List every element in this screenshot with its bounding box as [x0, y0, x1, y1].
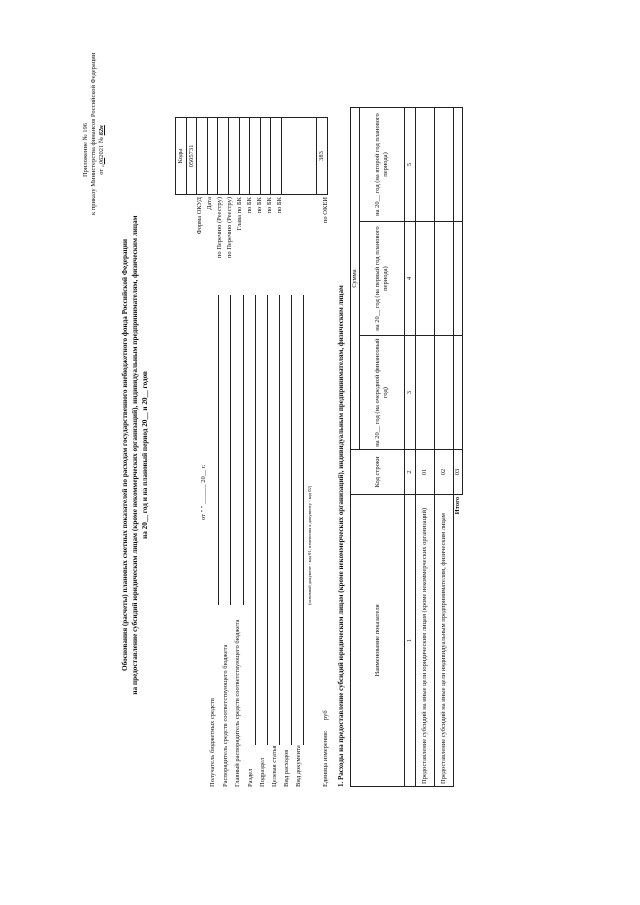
label-section: Раздел — [247, 768, 254, 787]
label-bk-3: по БК — [266, 197, 273, 214]
code-cell — [228, 118, 239, 195]
label-recipient: Получатель бюджетных средств — [209, 698, 216, 787]
value-cell — [416, 108, 435, 222]
code-cell — [271, 118, 282, 195]
col-header-year-3: на 20__ год (на второй год планового периода) — [360, 108, 405, 222]
total-cell — [454, 108, 463, 222]
col-header-name: Наименование показателя — [351, 494, 405, 786]
document-title — [120, 175, 150, 735]
okei-code: 383 — [316, 118, 327, 195]
table-row — [435, 108, 454, 787]
unit-value: руб — [322, 710, 329, 720]
col-header-sum: Сумма — [351, 108, 360, 450]
label-bk-1: по БК — [246, 197, 253, 214]
col-number: 4 — [405, 222, 416, 336]
value-cell — [435, 108, 454, 222]
order-number: 82н — [98, 125, 105, 136]
col-number: 2 — [405, 450, 416, 495]
code-cell — [197, 118, 208, 195]
col-number: 5 — [405, 108, 416, 222]
label-target-item: Целевая статья — [271, 745, 278, 787]
col-number: 1 — [405, 494, 416, 786]
col-number: 3 — [405, 336, 416, 450]
fill-line — [267, 295, 268, 745]
fill-line — [255, 295, 256, 745]
order-reference: к приказу Министерства финансов Российской Федерации — [90, 52, 97, 215]
total-row — [454, 108, 463, 787]
value-cell — [435, 336, 454, 450]
fill-line — [303, 295, 304, 745]
fill-line — [218, 295, 219, 605]
order-date-line: от „062021 № 82н — [98, 125, 105, 175]
value-cell — [435, 222, 454, 336]
label-okei: по ОКЕИ — [322, 197, 329, 224]
okud-code: 0505731 — [186, 118, 197, 195]
title-line-3: на 20__ год и на плановый период 20__ и 20__ годов — [141, 371, 149, 539]
total-code: 03 — [454, 450, 463, 495]
total-label: Итого — [454, 494, 463, 786]
appendix-number: Приложение № 196 — [82, 122, 89, 178]
label-bk-2: по БК — [256, 197, 263, 214]
row-name: Предоставление субсидий на иные цели юридическим лицам (кроме некоммерческих организаций) — [416, 494, 435, 786]
fill-line — [279, 295, 280, 745]
col-header-year-1: на 20__ год (на очередной финансовый год) — [360, 336, 405, 450]
label-okud: Форма ОКУД — [196, 197, 203, 235]
code-cell — [218, 118, 229, 195]
table-row — [416, 108, 435, 787]
label-registry-2: по Перечню (Реестру) — [226, 197, 233, 259]
label-subsection: Подраздел — [259, 757, 266, 787]
value-cell — [416, 336, 435, 450]
section-1-title: 1. Расходы на предоставление субсидий юридическим лицам (кроме некоммерческих организаций), индивидуальным предпринимателям, физическим лицам — [337, 285, 345, 787]
unit-label: Единица измерения: — [322, 730, 329, 787]
code-cell — [239, 118, 250, 195]
expenses-table — [350, 107, 463, 787]
col-header-year-2: на 20__ год (на первый год планового периода) — [360, 222, 405, 336]
row-name: Предоставление субсидий на иные цели индивидуальным предпринимателям, физическим лицам — [435, 494, 454, 786]
doc-type-note: (основной документ - код 01; изменения к документу - код 02) — [307, 485, 312, 605]
title-line-1: Обоснования (расчеты) плановых сметных показателей по расходам государственного внебюджетного фонда Российской Федерации — [121, 239, 129, 671]
code-cell — [260, 118, 271, 195]
label-bk-4: по БК — [276, 197, 283, 214]
title-line-2: на предоставление субсидий юридическим лицам (кроме некоммерческих организаций), индивидуальным предпринимателям, физическим лицам — [131, 215, 139, 695]
label-chief-manager: Главный распорядитель средств соответствующего бюджета — [234, 619, 241, 787]
fill-line — [230, 295, 231, 605]
order-date: 06 — [98, 157, 105, 165]
codes-header: Коды — [176, 118, 187, 195]
label-expense-type: Вид расходов — [283, 749, 290, 787]
code-cell — [281, 118, 316, 195]
total-cell — [454, 336, 463, 450]
appendix-header — [82, 52, 106, 215]
label-date: Дата — [206, 197, 213, 210]
label-chapter-bk: Глава по БК — [236, 197, 243, 231]
date-line: от " " ______ 20__ г. — [200, 464, 207, 520]
fill-line — [243, 295, 244, 605]
col-header-code: Код строки — [351, 450, 405, 495]
label-registry-1: по Перечню (Реестру) — [216, 197, 223, 259]
code-cell — [250, 118, 261, 195]
label-manager: Распорядитель средств соответствующего бюджета — [222, 644, 229, 787]
codes-table — [175, 117, 328, 195]
code-cell — [207, 118, 218, 195]
value-cell — [416, 222, 435, 336]
label-doc-type: Вид документа — [295, 745, 302, 787]
row-code: 02 — [435, 450, 454, 495]
row-code: 01 — [416, 450, 435, 495]
total-cell — [454, 222, 463, 336]
fill-line — [291, 295, 292, 745]
